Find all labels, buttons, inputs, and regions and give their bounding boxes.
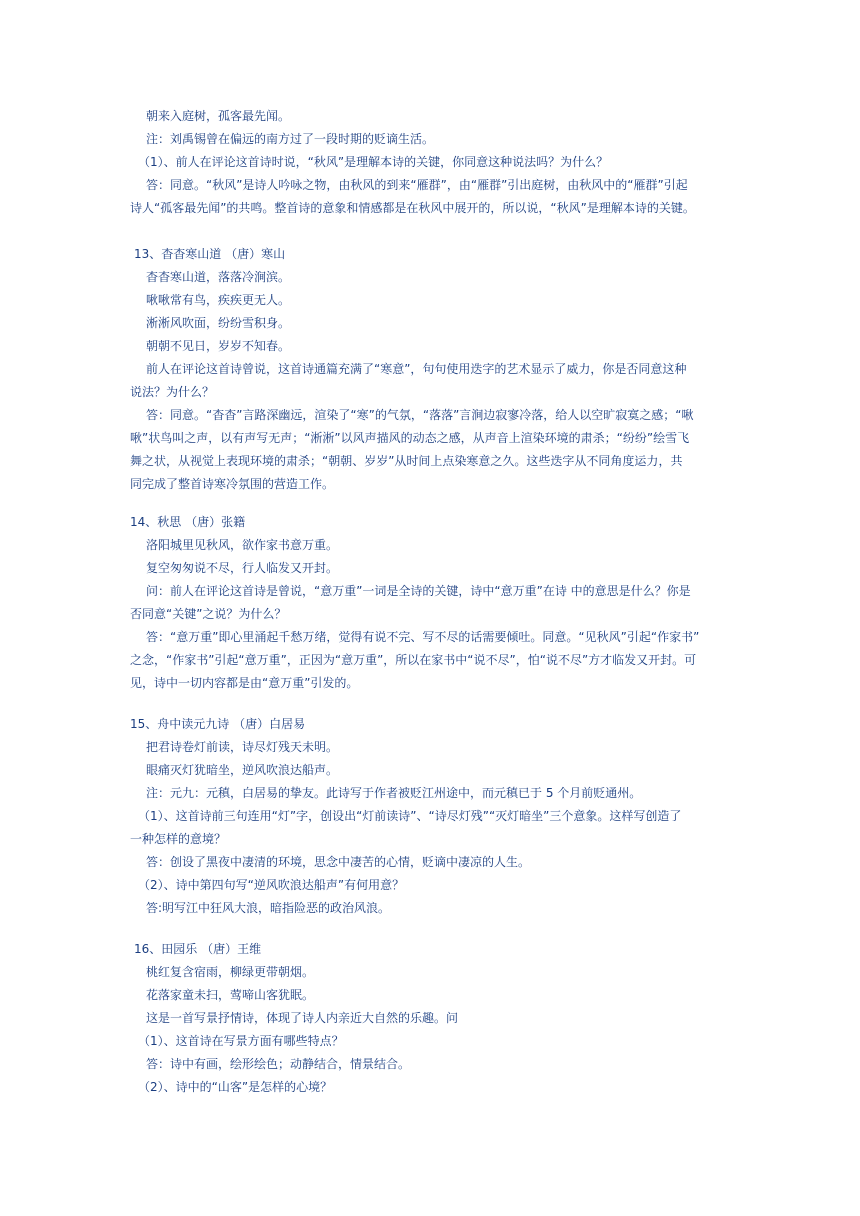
poem-line: 啾啾常有鸟，疾疾更无人。 (146, 293, 291, 307)
poem-title: 13、杳杳寒山道 （唐）寒山 (134, 247, 286, 261)
poem-line: 朝朝不见日，岁岁不知春。 (146, 339, 291, 353)
question-text: 问：前人在评论这首诗是曾说，“意万重”一词是全诗的关键，诗中“意万重”在诗 中的意思是什么？你是 (146, 584, 691, 598)
poem-line: 杳杳寒山道，落落冷涧滨。 (146, 270, 291, 284)
answer-text: 答：诗中有画，绘形绘色；动静结合，情景结合。 (146, 1057, 411, 1071)
answer-text: 答：同意。“杳杳”言路深幽远，渲染了“寒”的气氛，“落落”言涧边寂寥冷落，给人以空旷寂寞之感；“啾 (146, 408, 694, 422)
answer-text: 诗人“孤客最先闻”的共鸣。整首诗的意象和情感都是在秋风中展开的，所以说，“秋风”是理解本诗的关键。 (130, 201, 695, 215)
poem-line: 花落家童未扫，莺啼山客犹眠。 (146, 988, 315, 1002)
answer-text: 舞之状，从视觉上表现环境的肃杀；“朝朝、岁岁”从时间上点染寒意之久。这些迭字从不同角度运力，共 (130, 454, 683, 468)
answer-text: 之念，“作家书”引起“意万重”，正因为“意万重”，所以在家书中“说不尽”，怕“说不尽”方才临发又开封。可 (130, 653, 697, 667)
answer-text: 见，诗中一切内容都是由“意万重”引发的。 (130, 676, 359, 690)
poem-line: 朝来入庭树，孤客最先闻。 (146, 109, 291, 123)
answer-text: 答:明写江中狂风大浪，暗指险恶的政治风浪。 (146, 901, 391, 915)
note-text: 注：刘禹锡曾在偏远的南方过了一段时期的贬谪生活。 (146, 132, 435, 146)
answer-text: 答：“意万重”即心里涌起千愁万绪，觉得有说不完、写不尽的话需要倾吐。同意。“见秋风”引起“作家书” (146, 630, 700, 644)
question-text: （1）、这首诗前三句连用“灯”字，创设出“灯前读诗”、“诗尽灯残”“灭灯暗坐”三个意象。这样写创造了 (138, 809, 682, 823)
question-text: （1）、这首诗在写景方面有哪些特点？ (138, 1034, 344, 1048)
answer-text: 答：创设了黑夜中凄清的环境，思念中凄苦的心情，贬谪中凄凉的人生。 (146, 855, 531, 869)
question-text: （2）、诗中的“山客”是怎样的心境？ (138, 1080, 333, 1094)
poem-line: 桃红复含宿雨，柳绿更带朝烟。 (146, 965, 315, 979)
question-text: 说法？为什么？ (130, 385, 215, 399)
poem-title: 15、舟中读元九诗 （唐）白居易 (130, 717, 306, 731)
question-text: （1）、前人在评论这首诗时说，“秋风”是理解本诗的关键，你同意这种说法吗？为什么？ (138, 155, 609, 169)
poem-line: 洛阳城里见秋风，欲作家书意万重。 (146, 538, 339, 552)
note-text: 注：元九：元稹，白居易的挚友。此诗写于作者被贬江州途中，而元稹已于 5 个月前贬通州。 (146, 786, 642, 800)
poem-line: 淅淅风吹面，纷纷雪积身。 (146, 316, 291, 330)
poem-line: 把君诗卷灯前读，诗尽灯残天未明。 (146, 740, 339, 754)
answer-text: 答：同意。“秋风”是诗人吟咏之物，由秋风的到来“雁群”，由“雁群”引出庭树，由秋风中的“雁群”引起 (146, 178, 688, 192)
question-text: 否同意“关键”之说？为什么？ (130, 607, 287, 621)
question-text: 一种怎样的意境？ (130, 832, 227, 846)
poem-title: 14、秋思 （唐）张籍 (130, 515, 246, 529)
poem-title: 16、田园乐 （唐）王维 (134, 942, 262, 956)
question-text: （2）、诗中第四句写“逆风吹浪达船声”有何用意？ (138, 878, 405, 892)
intro-text: 这是一首写景抒情诗，体现了诗人内亲近大自然的乐趣。问 (146, 1011, 459, 1025)
question-text: 前人在评论这首诗曾说，这首诗通篇充满了“寒意”，句句使用迭字的艺术显示了威力，你是否同意这种 (146, 362, 687, 376)
answer-text: 同完成了整首诗寒冷氛围的营造工作。 (130, 477, 335, 491)
poem-line: 眼痛灭灯犹暗坐，逆风吹浪达船声。 (146, 763, 339, 777)
answer-text: 啾”状鸟叫之声，以有声写无声；“淅淅”以风声描风的动态之感，从声音上渲染环境的肃杀；“纷纷”绘雪飞 (130, 431, 690, 445)
poem-line: 复空匆匆说不尽，行人临发又开封。 (146, 561, 339, 575)
